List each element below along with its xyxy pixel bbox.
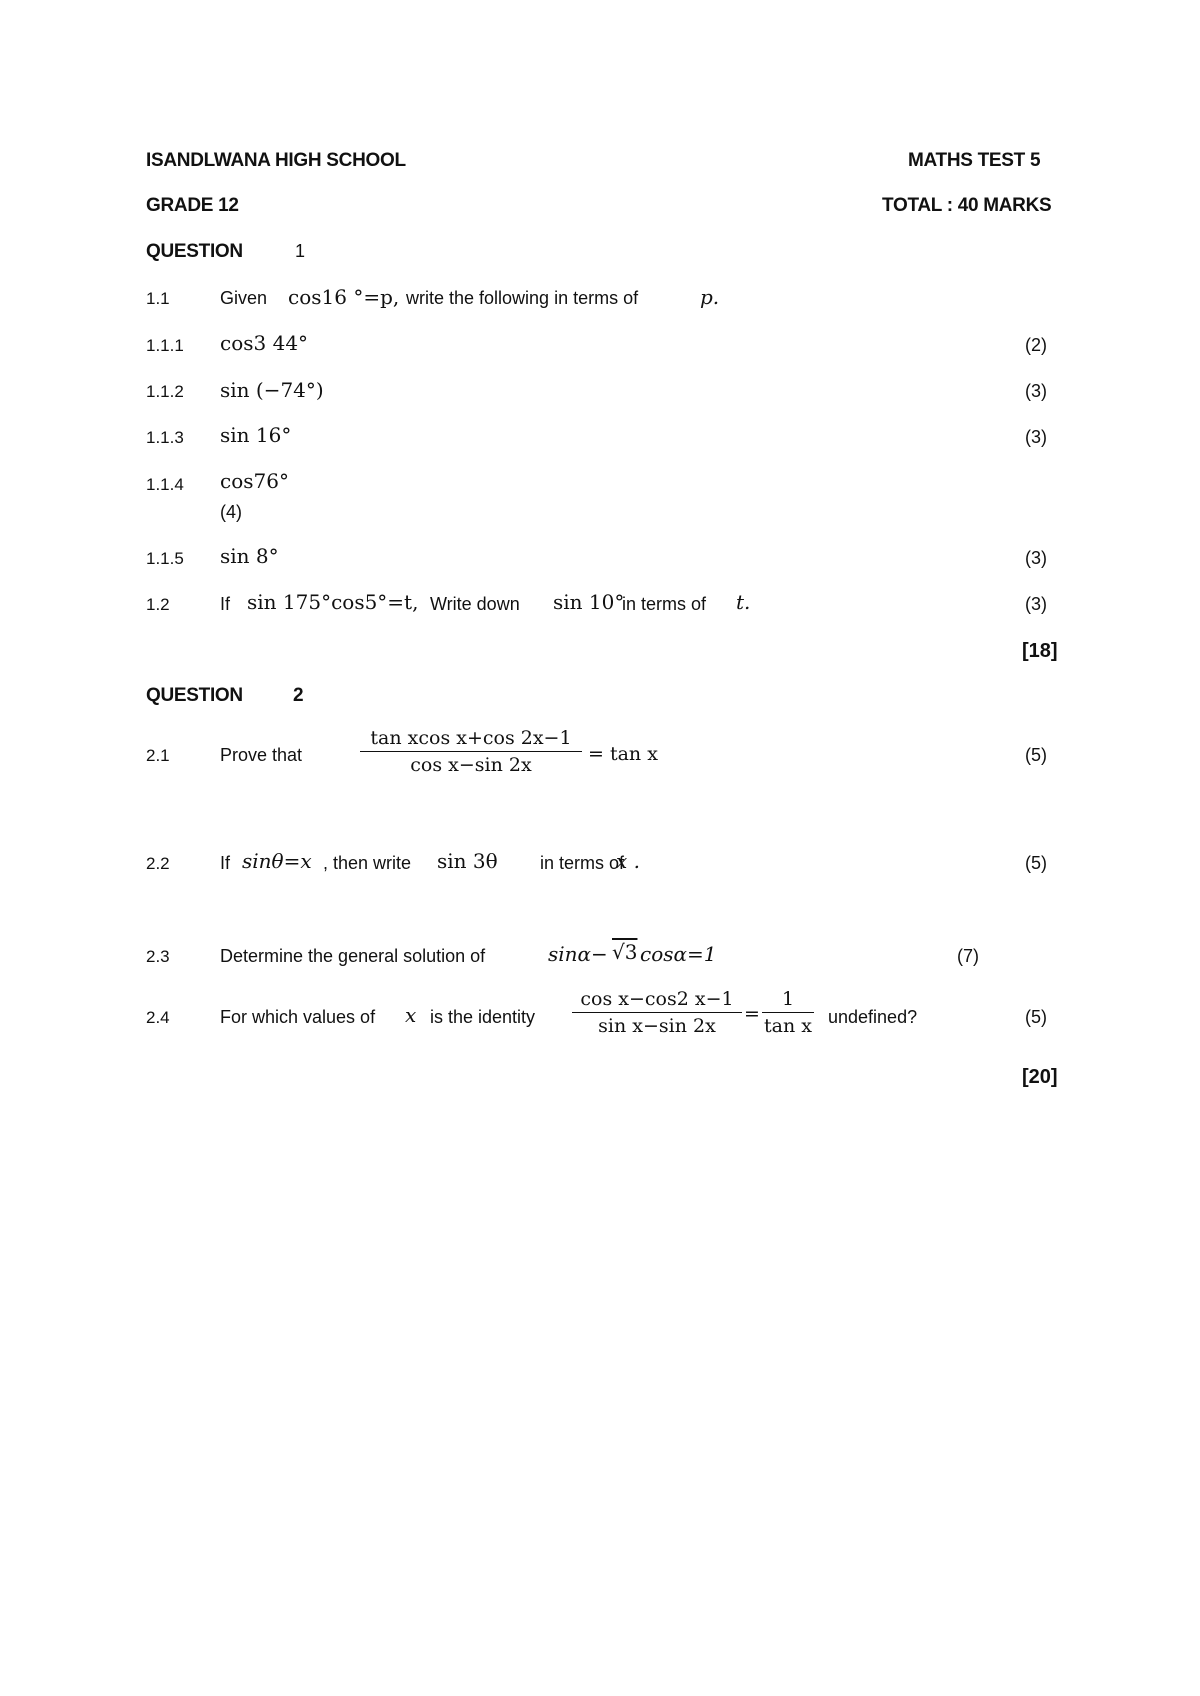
q2-1-text: Prove that: [220, 745, 303, 765]
q1-1-3-expression: sin 16°: [220, 423, 292, 447]
q1-1-2-number: 1.1.2: [146, 382, 184, 401]
q2-4-equals: =: [744, 1003, 760, 1025]
q2-4-denominator-right: tan x: [764, 1015, 812, 1037]
q2-4-numerator-left: cos x−cos2 x−1: [580, 988, 734, 1010]
q2-1-fraction-bar: [360, 751, 582, 752]
test-title: MATHS TEST 5: [908, 150, 1041, 171]
q1-1-instruction: write the following in terms of: [406, 288, 639, 308]
total-marks: TOTAL : 40 MARKS: [882, 195, 1052, 216]
q1-1-1-mark: (2): [1025, 335, 1047, 355]
q2-2-condition: sinθ=x: [242, 849, 312, 873]
q2-3-expression-a: sinα−: [548, 942, 608, 966]
q2-4-fraction-bar-right: [762, 1012, 814, 1013]
q2-3-mark: (7): [957, 946, 979, 966]
q2-3-text: Determine the general solution of: [220, 946, 486, 966]
q1-2-in-terms-of: in terms of: [622, 594, 707, 614]
q1-1-5-expression: sin 8°: [220, 544, 279, 568]
q2-4-fraction-right: [762, 988, 814, 1037]
q1-1-expression: cos16 °=p,: [288, 285, 400, 309]
q1-1-4-number: 1.1.4: [146, 475, 184, 494]
q2-2-then-write: , then write: [323, 853, 412, 873]
q2-2-in-terms-of: in terms of: [540, 853, 625, 873]
q1-2-variable: t.: [736, 590, 751, 614]
q2-4-number: 2.4: [146, 1008, 170, 1027]
q1-1-5-mark: (3): [1025, 548, 1047, 568]
q2-1-number: 2.1: [146, 746, 170, 765]
q1-1-2-expression: sin (−74°): [220, 378, 324, 402]
q1-2-target: sin 10°: [553, 590, 625, 614]
question-1-number: 1: [295, 241, 306, 261]
q2-1-numerator: tan xcos x+cos 2x−1: [370, 727, 572, 749]
q2-3-sqrt: √3: [612, 940, 638, 964]
q2-2-number: 2.2: [146, 854, 170, 873]
q2-1-fraction: [360, 727, 582, 776]
q1-1-5-number: 1.1.5: [146, 549, 184, 568]
q2-3-number: 2.3: [146, 947, 170, 966]
q2-4-numerator-right: 1: [781, 988, 795, 1010]
q2-4-text-3: undefined?: [828, 1007, 918, 1027]
q2-1-mark: (5): [1025, 745, 1047, 765]
q2-2-if: If: [220, 853, 231, 873]
question-2-number: 2: [293, 685, 304, 706]
q2-1-denominator: cos x−sin 2x: [410, 754, 532, 776]
q2-2-variable: x .: [616, 849, 640, 873]
q2-4-text-1: For which values of: [220, 1007, 376, 1027]
q2-1-rhs: = tan x: [588, 743, 658, 765]
q1-1-4-mark: (4): [220, 502, 242, 522]
school-name: ISANDLWANA HIGH SCHOOL: [146, 150, 406, 171]
q2-4-fraction-left: [572, 988, 742, 1037]
question-1-total: [18]: [1022, 640, 1058, 662]
q1-1-number: 1.1: [146, 289, 170, 308]
q2-4-variable: x: [405, 1003, 417, 1027]
q2-4-fraction-bar-left: [572, 1012, 742, 1013]
q1-2-mark: (3): [1025, 594, 1047, 614]
question-2-title: QUESTION: [146, 685, 243, 706]
q1-2-write-down: Write down: [430, 594, 520, 614]
grade-label: GRADE 12: [146, 195, 239, 216]
q1-2-number: 1.2: [146, 595, 170, 614]
q1-1-2-mark: (3): [1025, 381, 1047, 401]
q1-1-4-expression: cos76°: [220, 469, 289, 493]
q1-1-3-mark: (3): [1025, 427, 1047, 447]
q1-2-if: If: [220, 594, 231, 614]
q1-1-3-number: 1.1.3: [146, 428, 184, 447]
q2-2-target: sin 3θ: [437, 849, 498, 873]
q2-4-denominator-left: sin x−sin 2x: [598, 1015, 716, 1037]
q2-4-mark: (5): [1025, 1007, 1047, 1027]
q1-2-expression: sin 175°cos5°=t,: [247, 590, 419, 614]
q1-1-variable: p.: [700, 285, 720, 309]
q1-1-1-number: 1.1.1: [146, 336, 184, 355]
q1-1-given: Given: [220, 288, 268, 308]
q2-4-text-2: is the identity: [430, 1007, 536, 1027]
q1-1-1-expression: cos3 44°: [220, 331, 309, 355]
question-2-total: [20]: [1022, 1066, 1058, 1088]
question-1-title: QUESTION: [146, 241, 243, 262]
q2-2-mark: (5): [1025, 853, 1047, 873]
q2-3-expression-b: cosα=1: [640, 942, 717, 966]
